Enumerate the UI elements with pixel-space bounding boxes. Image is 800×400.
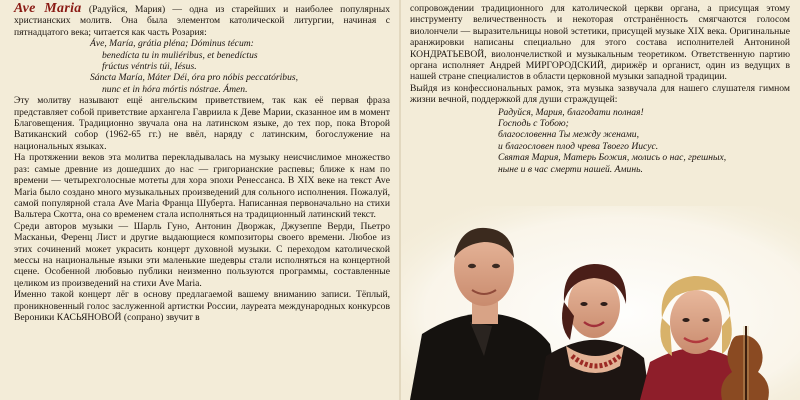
intro-text: (Радуйся, Мария) — одна из старейших и наиболее популярных христианских молитв. Она была элементом католической литургии, начиная с пятнадцатого века; читается как часть Розария: <box>14 4 390 38</box>
latin-line: Sáncta María, Máter Déi, óra pro nóbis peccatóribus, <box>90 72 299 84</box>
performers-photo-illustration <box>400 206 800 400</box>
intro-paragraph <box>14 3 390 38</box>
latin-line: frúctus véntris túi, Iésus. <box>102 61 197 73</box>
russian-line: и благословен плод чрева Твоего Иисус. <box>498 140 659 152</box>
russian-prayer <box>498 107 790 175</box>
latin-prayer <box>90 38 390 95</box>
paragraph-concert: Именно такой концерт лёг в основу предлагаемой вашему вниманию записи. Тёплый, проникновенный голос заслуженной артистки России, лауреата международных конкурсов Вероники КАСЬЯНОВОЙ (сопрано) звучит в <box>14 289 390 323</box>
latin-line: benedícta tu in muliéribus, et benedíctus <box>102 49 258 61</box>
paragraph-angelic-salutation: Эту молитву называют ещё ангельским приветствием, так как её первая фраза представляет собой приветствие архангела Гавриила к Деве Марии, сказанное им в момент Благовещения. Традиционно звучала она на латинском языке, до тех пор, пока Второй Ватиканский собор (1962-65 гг.) не ввёл, наряду с латинским, богослужение на национальных языках. <box>14 95 390 152</box>
russian-line: Господь с Тобою; <box>498 118 569 130</box>
paragraph-composers: Среди авторов музыки — Шарль Гуно, Антонин Дворжак, Джузеппе Верди, Пьетро Масканьи, Ференц Лист и другие выдающиеся композиторы своего времени. Любое из этих сочинений может украсить концерт духовной музыки. С переходом католической мессы на национальные языки эти маленькие шедевры стали исполняться на концертной сцене. Особенной любовью публики неизменно пользуются программы, составленные целиком из произведений на стихи Ave Maria. <box>14 220 390 289</box>
russian-line: Святая Мария, Матерь Божия, молись о нас, грешных, <box>498 152 727 164</box>
russian-line: Радуйся, Мария, благодати полная! <box>498 106 644 118</box>
right-page <box>400 0 800 400</box>
paragraph-performers: сопровождении традиционного для католической церкви органа, а присущая этому инструменту величественность и некоторая отстранённость смягчаются голосом виолончели — выразительницы новой эстетики, присущей музыке XIX века. Оригинальные аранжировки написаны специально для этого состава исполнителей Антониной КОНДРАТЬЕВОЙ, виолончелисткой и музыкальным теоретиком. Ответственную партию органа исполняет Андрей МИРГОРОДСКИЙ, дирижёр и органист, один из ведущих в нашей стране специалистов в области церковной музыки западной традиции. <box>410 3 790 83</box>
russian-line: ныне и в час смерти нашей. Аминь. <box>498 163 643 175</box>
paragraph-history: На протяжении веков эта молитва перекладывалась на музыку неисчислимое множество раз: самые древние из дошедших до нас — григорианские распевы; ближе к нам по времени — четырехголосные мотеты для хора эпохи Ренессанса. В XIX веке на текст Ave Maria было создано много музыкальных произведений для сольного исполнения. Пожалуй, самой популярной стала Ave Maria Франца Шуберта. Написанная первоначально на стихи Вальтера Скотта, она со временем стала исполняться на традиционный латинский текст. <box>14 152 390 221</box>
russian-line: благословенна Ты между женами, <box>498 129 639 141</box>
latin-line: nunc et in hóra mórtis nóstrae. Ámen. <box>102 83 248 95</box>
page-gutter <box>399 0 401 400</box>
performers-photo <box>400 206 800 400</box>
paragraph-meaning: Выйдя из конфессиональных рамок, эта музыка зазвучала для нашего слушателя гимном жизни вечной, поддержкой для души страждущей: <box>410 82 790 106</box>
latin-line: Áve, María, grátia pléna; Dóminus técum: <box>90 38 254 50</box>
title: Ave Maria <box>14 1 82 16</box>
